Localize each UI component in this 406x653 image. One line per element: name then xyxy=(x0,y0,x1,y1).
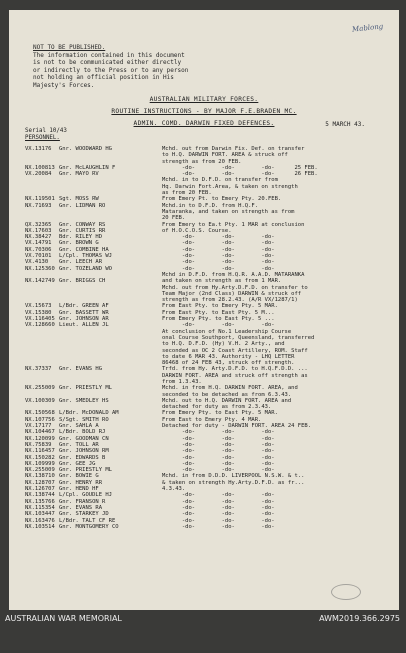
entry-text: DARWIN FORT. AREA and struck off strength as xyxy=(162,372,308,379)
entry-num: NX.163476 xyxy=(25,517,55,524)
entry-num: NX.107756 xyxy=(25,416,55,423)
entry-text: -do- -do- -do- xyxy=(162,448,275,455)
entry-name: Gnr. CURTIS RR xyxy=(59,227,106,234)
entry-name: Gnr. FRANSON R xyxy=(59,498,106,505)
entry-text: Mchd. out to H.Q. DARWIN FORT. AREA and xyxy=(162,397,292,404)
entry-text: From Emery Pt. to Emery Pty. 20.FEB. xyxy=(162,196,282,203)
entry-text: Hq. Darwin Fort.Area, & taken on strength xyxy=(162,183,298,190)
entry-text: of H.O.C.O.S. Course. xyxy=(162,227,232,234)
entry-name: L/Bdr. McDONALD AM xyxy=(59,410,119,417)
entry-num: VX.20084 xyxy=(25,171,52,178)
entry-text: onal Course Southport, Queensland, transferred xyxy=(162,334,315,341)
entry-text: -do- -do- -do- xyxy=(162,511,275,518)
notice-line: NOT TO BE PUBLISHED. xyxy=(33,44,106,51)
entry-num: NX.126707 xyxy=(25,486,55,493)
entry-text: From Emery to Ea.t Pty. 1 MAR at conclusion xyxy=(162,221,305,228)
entry-num: NX.135766 xyxy=(25,498,55,505)
heading-forces: AUSTRALIAN MILITARY FORCES. xyxy=(149,96,259,103)
entry-text: From Emery Pty. to East Pty. 5 MAR. xyxy=(162,410,278,417)
entry-num: NX.255009 xyxy=(25,467,55,474)
entry-num: NX.150282 xyxy=(25,454,55,461)
entry-num: VX.4130 xyxy=(25,259,49,266)
entry-num: VX.13176 xyxy=(25,146,52,152)
notice-line: not holding an official position in His xyxy=(33,74,174,82)
entry-text: strength as from 20 FEB. xyxy=(162,158,242,165)
entry-text: From East to Emery Pty. 4 MAR. xyxy=(162,416,262,423)
entry-text: -do- -do- -do- xyxy=(162,265,275,272)
entry-name: Gnr. CONWAY RS xyxy=(59,221,106,228)
entry-name: Bdr. RILEY HD xyxy=(59,234,103,241)
entry-text: Mataranka, and taken on strength as from xyxy=(162,208,295,215)
serial-block xyxy=(25,128,67,141)
entry-num: VX.15673 xyxy=(25,303,52,310)
entry-name: Gnr. PRIESTLY ML xyxy=(59,467,112,474)
entry-text: strength as from 28.2.43. (A/R VX/1287/1) xyxy=(162,297,298,304)
entry-text: Detached for duty - DARWIN FORT. AREA 24 FEB. xyxy=(162,423,312,430)
entry-name: Gnr. BOWIE G xyxy=(59,473,99,480)
entry-name: Gnr. JOHNSON AR xyxy=(59,316,109,323)
document-page xyxy=(9,10,399,610)
entry-name: Gnr. PRIESTLY ML xyxy=(59,385,112,392)
entry-text: Mchd in D.F.D. from H.Q.R. A.A.D. MATARANKA xyxy=(162,271,305,278)
entry-num: VX.116405 xyxy=(25,316,55,323)
entry-name: Gnr. WOODWARD HG xyxy=(59,146,112,152)
entry-name: Gnr. STARKEY JD xyxy=(59,511,109,518)
entry-num: VX.70101 xyxy=(25,253,52,260)
entry-name: Gnr. BASSETT WR xyxy=(59,309,109,316)
entry-text: from 1.3.43. xyxy=(162,378,202,385)
archive-id: AWM2019.366.2975 xyxy=(319,614,400,623)
entry-name: Gnr. BRIGGS CH xyxy=(59,278,106,285)
entry-text: From East Pty. to East Pty. 5 M... xyxy=(162,309,275,316)
entry-name: L/Cpl. THOMAS WJ xyxy=(59,253,112,260)
entry-name: Gnr. JOHNSON RM xyxy=(59,448,109,455)
notice-line: Majesty's Forces. xyxy=(33,81,95,89)
entry-num: NX.255009 xyxy=(25,385,55,392)
entry-name: Gnr. LEECH AR xyxy=(59,259,103,266)
entry-text: & taken on strength Hy.Arty.D.F.D. as fr... xyxy=(162,479,305,486)
entry-name: Gnr. HENRY RR xyxy=(59,479,103,486)
entry-name: L/Bdr. BOLD RJ xyxy=(59,429,106,436)
entry-text: -do- -do- -do- xyxy=(162,253,275,260)
entry-num: NX.115354 xyxy=(25,504,55,511)
entry-text: -do- -do- -do- xyxy=(162,234,275,241)
faint-stamp xyxy=(331,584,361,600)
entry-name: L/Cpl. GOUDLE HJ xyxy=(59,492,112,499)
entry-num: VX.17177 xyxy=(25,423,52,430)
entry-text: and taken on strength as from 1 MAR. xyxy=(162,278,282,285)
confidentiality-notice xyxy=(33,44,188,90)
entry-num: NX.71693 xyxy=(25,202,52,209)
heading-routine-instructions: ROUTINE INSTRUCTIONS - BY MAJOR F.E.BRADEN MC. xyxy=(111,108,297,115)
entry-text: From East Pty. to Emery Pty. 5 MAR. xyxy=(162,303,278,310)
entry-name: Gnr. MONTGOMERY CO xyxy=(59,523,119,530)
entry-text: to H.Q. DARWIN FORT. AREA & struck off xyxy=(162,152,288,159)
entry-num: NX.138710 xyxy=(25,473,55,480)
entry-text: Mchd.in to D.F.D. from H.Q.F. xyxy=(162,202,259,209)
entry-name: S/Sgt. SMITH RO xyxy=(59,416,109,423)
entry-text: -do- -do- -do- xyxy=(162,240,275,247)
entry-name: Gnr. BROWN G xyxy=(59,240,99,247)
archive-name: AUSTRALIAN WAR MEMORIAL xyxy=(5,614,122,623)
entry-text: 4.3.43. xyxy=(162,486,186,493)
entry-text: Team Major (2nd Class) DARWIN & struck off xyxy=(162,290,302,297)
entry-text: as from 20 FEB. xyxy=(162,190,212,197)
entry-text: -do- -do- -do- xyxy=(162,322,275,329)
entry-text: -do- -do- -do- xyxy=(162,246,275,253)
entry-num: NX.120099 xyxy=(25,435,55,442)
archive-footer xyxy=(0,612,406,653)
entry-text: -do- -do- -do- xyxy=(162,435,275,442)
entry-num: NX.116457 xyxy=(25,448,55,455)
entry-text: seconded to be detached as from 6.3.43. xyxy=(162,391,292,398)
notice-line: is not to be communicated either directly xyxy=(33,59,182,67)
entry-num: VX.128660 xyxy=(25,322,55,329)
entry-text: -do- -do- -do- xyxy=(162,259,275,266)
entry-name: Gnr. EVANS HG xyxy=(59,366,103,373)
entry-num: VX.15380 xyxy=(25,309,52,316)
entry-text: -do- -do- -do- xyxy=(162,492,275,499)
entry-text: At conclusion of No.1 Leadership Course xyxy=(162,328,292,335)
entry-name: Gnr. COMBINE HA xyxy=(59,246,109,253)
section-title: PERSONNEL. xyxy=(25,134,60,141)
entry-name: Gnr. MAYO RV xyxy=(59,171,99,178)
entry-num: NX.138744 xyxy=(25,492,55,499)
entry-text: 20 FEB. xyxy=(162,215,186,222)
handwritten-note: Mablong xyxy=(351,22,384,34)
entry-text: -do- -do- -do- 25 FEB. xyxy=(162,164,318,171)
heading-admin-command: ADMIN. COMD. DARWIN FIXED DEFENCES. xyxy=(133,120,275,127)
entry-name: Gnr. McLAUGHLIN F xyxy=(59,164,116,171)
entry-text: -do- -do- -do- 26 FEB. xyxy=(162,171,318,178)
entry-name: Gnr. GOODMAN CN xyxy=(59,435,109,442)
entry-num: NX.103514 xyxy=(25,523,55,530)
entry-text: -do- -do- -do- xyxy=(162,504,275,511)
entry-name: Gnr. EVANS RA xyxy=(59,504,103,511)
entry-num: NX.150568 xyxy=(25,410,55,417)
entry-num: NX.103447 xyxy=(25,511,55,518)
entry-text: From Emery Pty. to East Pty. 5 ... xyxy=(162,316,275,323)
entry-name: Gnr. TOZELAND WO xyxy=(59,265,112,272)
entry-num: NX.109999 xyxy=(25,460,55,467)
entry-num: NX.100813 xyxy=(25,164,55,171)
notice-line: The information contained in this document xyxy=(33,51,185,59)
entry-text: -do- -do- -do- xyxy=(162,467,275,474)
entry-name: Gnr. TOLL AR xyxy=(59,441,99,448)
entry-text: -do- -do- -do- xyxy=(162,454,275,461)
entry-num: NX.37337 xyxy=(25,366,52,373)
entry-text: Mchd. out from Darwin Fix. Def. on transfer xyxy=(162,146,305,152)
entry-text: 86468 of 24 FEB 43, struck off strength. xyxy=(162,360,295,367)
entry-text: detached for duty as from 2.3.43. xyxy=(162,404,272,411)
entry-num: NX.17603 xyxy=(25,227,52,234)
entry-num: NX.142749 xyxy=(25,278,55,285)
entry-num: VX.100309 xyxy=(25,397,55,404)
entry-text: -do- -do- -do- xyxy=(162,498,275,505)
document-date: 5 MARCH 43. xyxy=(325,121,365,128)
entry-name: Gnr. SMEDLEY HS xyxy=(59,397,109,404)
entry-name: Gnr. HEND HF xyxy=(59,486,99,493)
entry-name: Lieut. ALLEN JL xyxy=(59,322,109,329)
entry-text: Trfd. from Hy. Arty.D.F.D. to H.Q.F.D.D. ... xyxy=(162,366,308,373)
entry-text: -do- -do- -do- xyxy=(162,429,275,436)
notice-line: or indirectly to the Press or to any person xyxy=(33,66,189,74)
entry-text: -do- -do- -do- xyxy=(162,523,275,530)
entry-num: VX.14791 xyxy=(25,240,52,247)
entry-text: -do- -do- -do- xyxy=(162,517,275,524)
entry-name: Gnr. LIDMAN RO xyxy=(59,202,106,209)
entry-name: Gnr. GEE JG xyxy=(59,460,96,467)
entry-text: to H.Q. D.F.D. (Hy) V.H. 2 Arty., and xyxy=(162,341,285,348)
entry-text: -do- -do- -do- xyxy=(162,460,275,467)
entry-text: Mchd. in from H.Q. DARWIN FORT. AREA, and xyxy=(162,385,298,392)
personnel-entry xyxy=(25,524,395,530)
entry-name: L/Bdr. GREEN AF xyxy=(59,303,109,310)
entry-name: Gnr. SAHLA A xyxy=(59,423,99,430)
entry-num: NX.119501 xyxy=(25,196,55,203)
entry-num: NX.104467 xyxy=(25,429,55,436)
entry-text: to date 6 MAR 43. Authority - LHQ LETTER xyxy=(162,353,295,360)
entry-num: NX.70306 xyxy=(25,246,52,253)
entry-text: Mchd. in to D.F.D. on transfer from xyxy=(162,177,278,184)
serial-number: Serial 10/43 xyxy=(25,128,67,134)
entry-text: -do- -do- -do- xyxy=(162,441,275,448)
entry-num: NX.128707 xyxy=(25,479,55,486)
entry-num: NX.38427 xyxy=(25,234,52,241)
entry-text: Mchd. in from D.D.D. LIVERPOOL N.S.W. & t.. xyxy=(162,473,305,480)
entry-num: NX.75839 xyxy=(25,441,52,448)
personnel-entries xyxy=(25,146,395,530)
entry-num: NX.125360 xyxy=(25,265,55,272)
entry-name: L/Bdr. TALT CF RE xyxy=(59,517,116,524)
entry-name: Sgt. MOSS RW xyxy=(59,196,99,203)
entry-text: seconded as OC 2 Coast Artillery, ROM. Staff xyxy=(162,347,308,354)
entry-num: QX.32365 xyxy=(25,221,52,228)
entry-text: Mchd. out from Hy.Arty.D.F.D. on transfer to xyxy=(162,284,308,291)
entry-name: Gnr. EDWARDS B xyxy=(59,454,106,461)
